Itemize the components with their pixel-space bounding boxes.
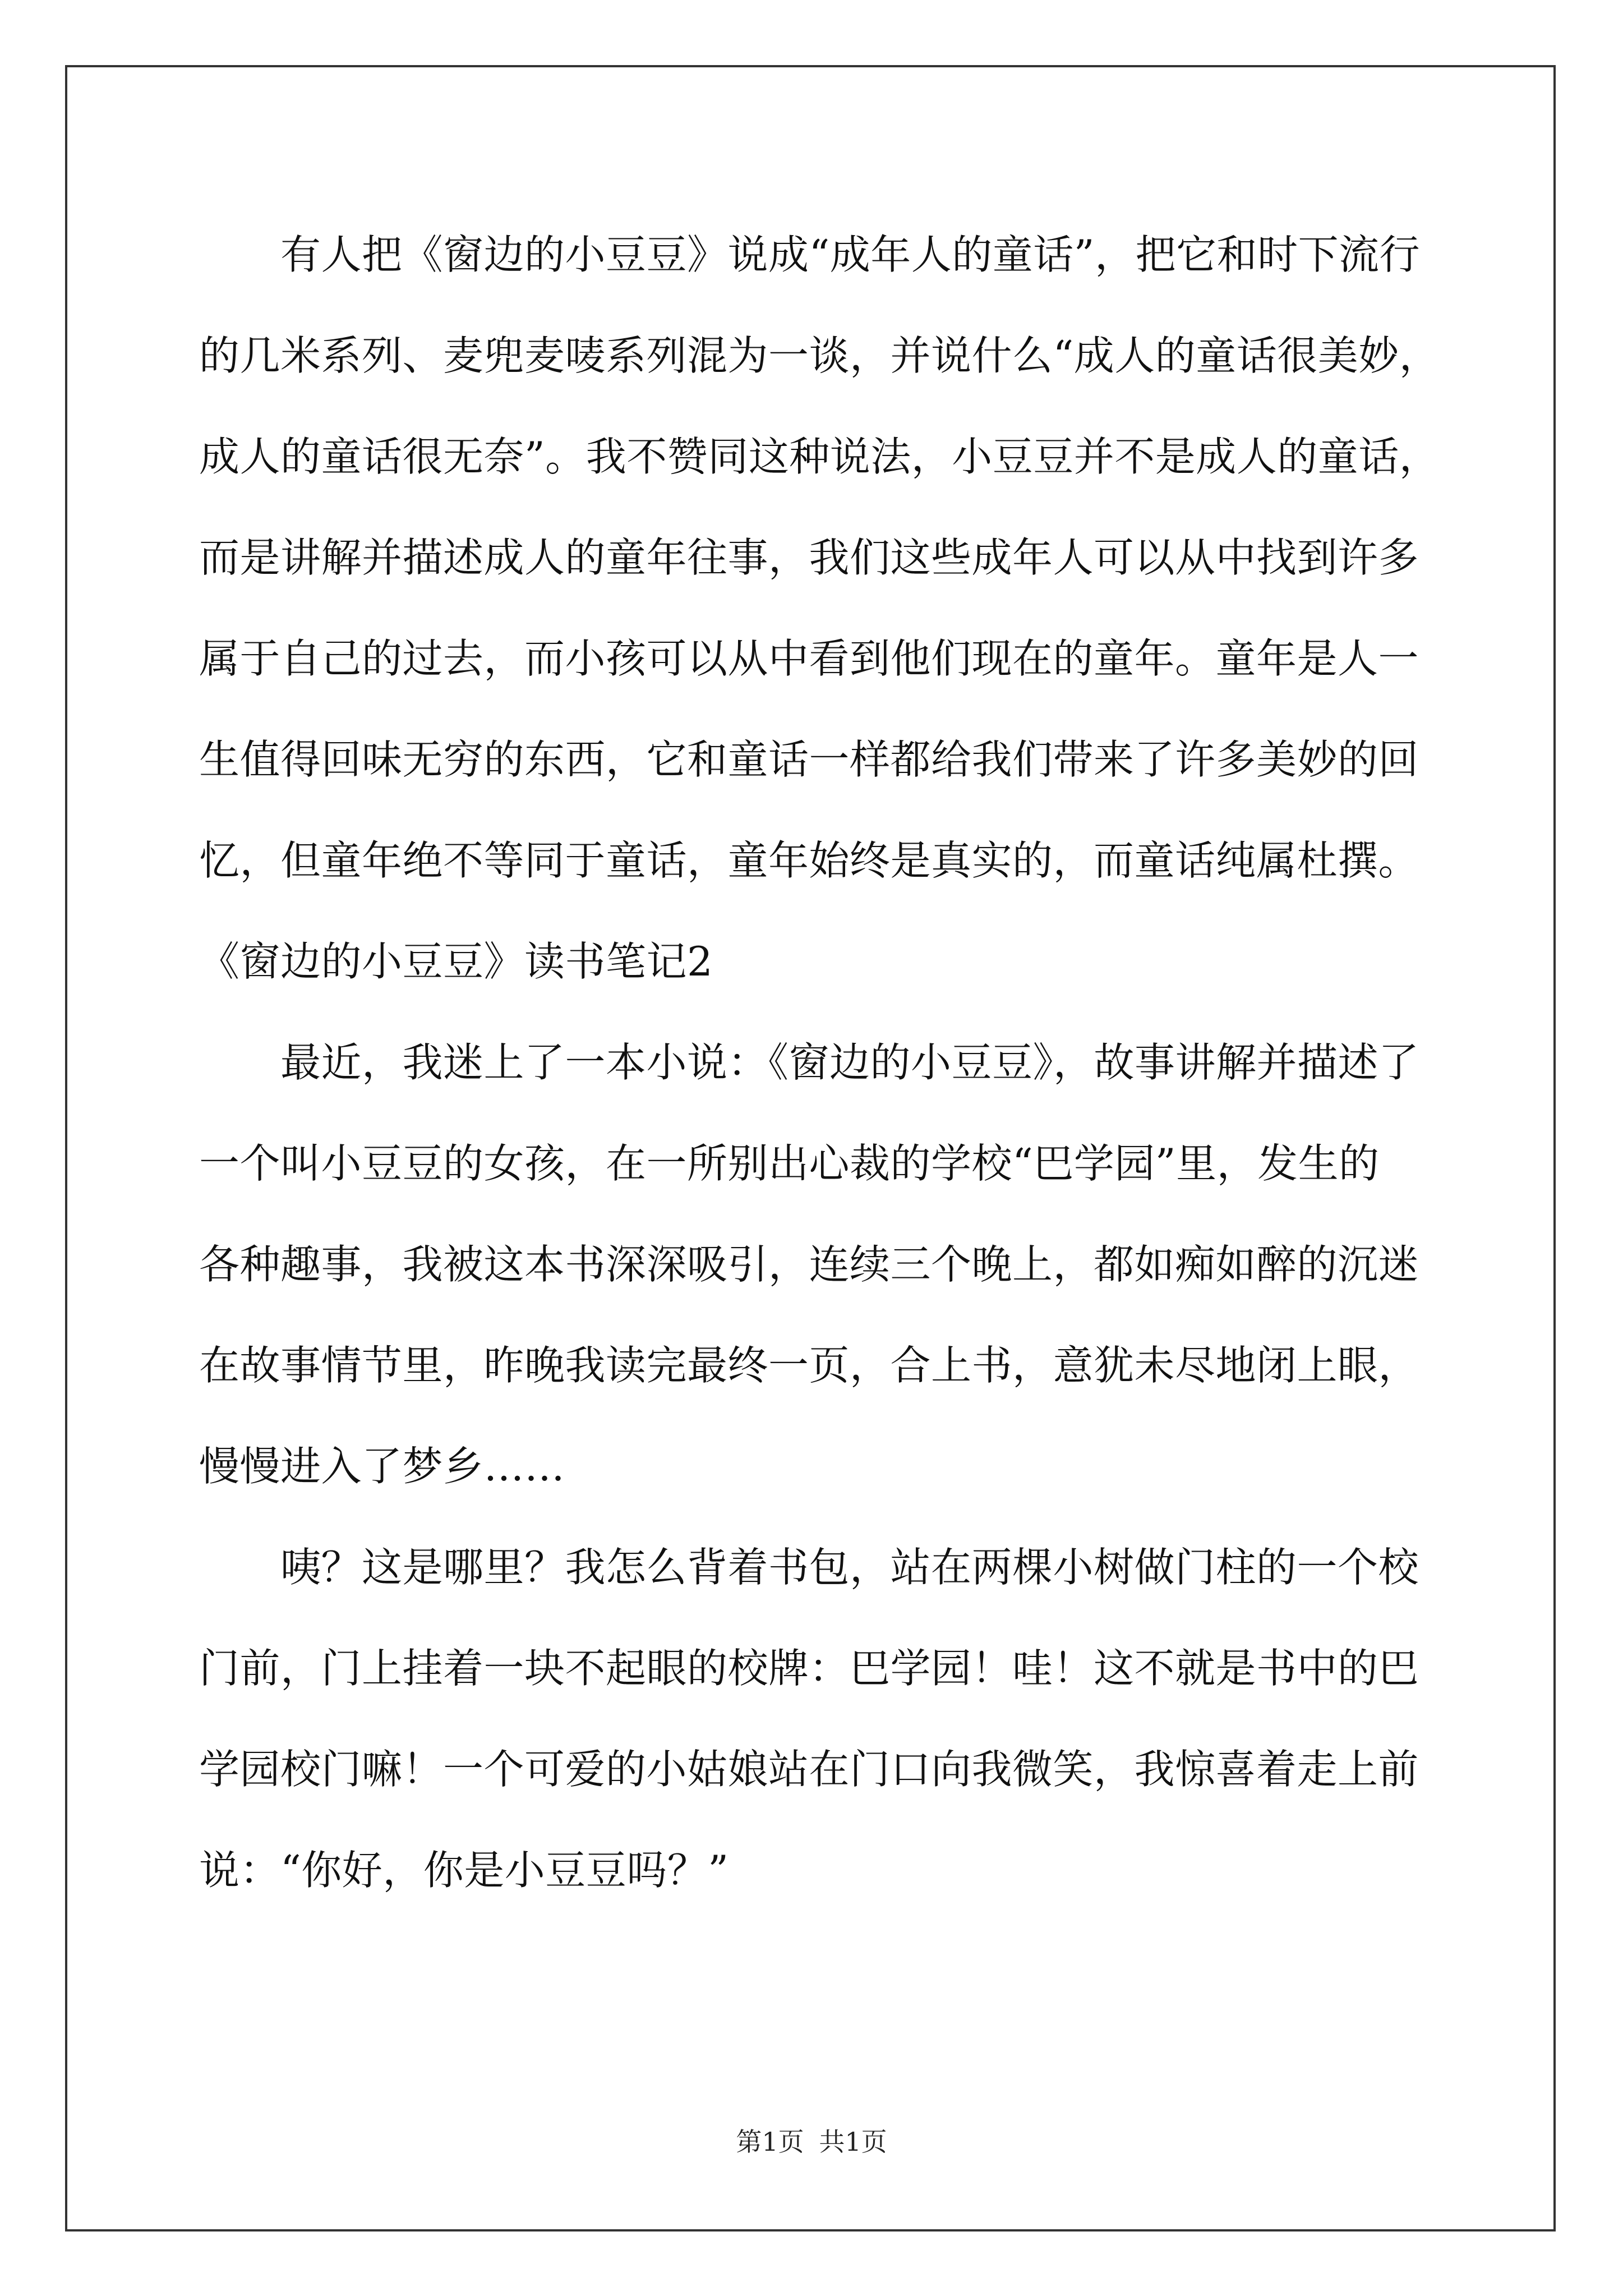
paragraph-line: 最近，我迷上了一本小说：《窗边的小豆豆》，故事讲解并描述了	[280, 1039, 1419, 1086]
page-total: 共1页	[819, 2127, 887, 2157]
paragraph-line: 的几米系列、麦兜麦唛系列混为一谈，并说什么“成人的童话很美妙，	[199, 332, 1440, 379]
paragraph-line: 而是讲解并描述成人的童年往事，我们这些成年人可以从中找到许多	[199, 534, 1419, 581]
paragraph-line: 学园校门嘛！一个可爱的小姑娘站在门口向我微笑，我惊喜着走上前	[199, 1746, 1419, 1793]
paragraph-line: 慢慢进入了梦乡……	[199, 1443, 565, 1490]
paragraph-line: 一个叫小豆豆的女孩，在一所别出心裁的学校“巴学园”里，发生的	[199, 1140, 1380, 1187]
paragraph-line: 有人把《窗边的小豆豆》说成“成年人的童话”，把它和时下流行	[280, 231, 1421, 278]
paragraph-line: 各种趣事，我被这本书深深吸引，连续三个晚上，都如痴如醉的沉迷	[199, 1241, 1419, 1288]
paragraph-line: 成人的童话很无奈”。我不赞同这种说法，小豆豆并不是成人的童话，	[199, 433, 1440, 480]
page-footer	[0, 2125, 1623, 2159]
paragraph-line: 咦？这是哪里？我怎么背着书包，站在两棵小树做门柱的一个校	[280, 1544, 1419, 1591]
paragraph-line: 在故事情节里，昨晚我读完最终一页，合上书，意犹未尽地闭上眼，	[199, 1342, 1419, 1389]
paragraph-line: 说：“你好，你是小豆豆吗？”	[199, 1847, 729, 1894]
section-heading: 《窗边的小豆豆》读书笔记2	[199, 938, 713, 985]
page-number: 第1页	[736, 2127, 804, 2157]
paragraph-line: 忆，但童年绝不等同于童话，童年始终是真实的，而童话纯属杜撰。	[199, 837, 1419, 884]
paragraph-line: 生值得回味无穷的东西，它和童话一样都给我们带来了许多美妙的回	[199, 736, 1419, 783]
paragraph-line: 门前，门上挂着一块不起眼的校牌：巴学园！哇！这不就是书中的巴	[199, 1645, 1419, 1692]
paragraph-line: 属于自己的过去，而小孩可以从中看到他们现在的童年。童年是人一	[199, 635, 1419, 682]
